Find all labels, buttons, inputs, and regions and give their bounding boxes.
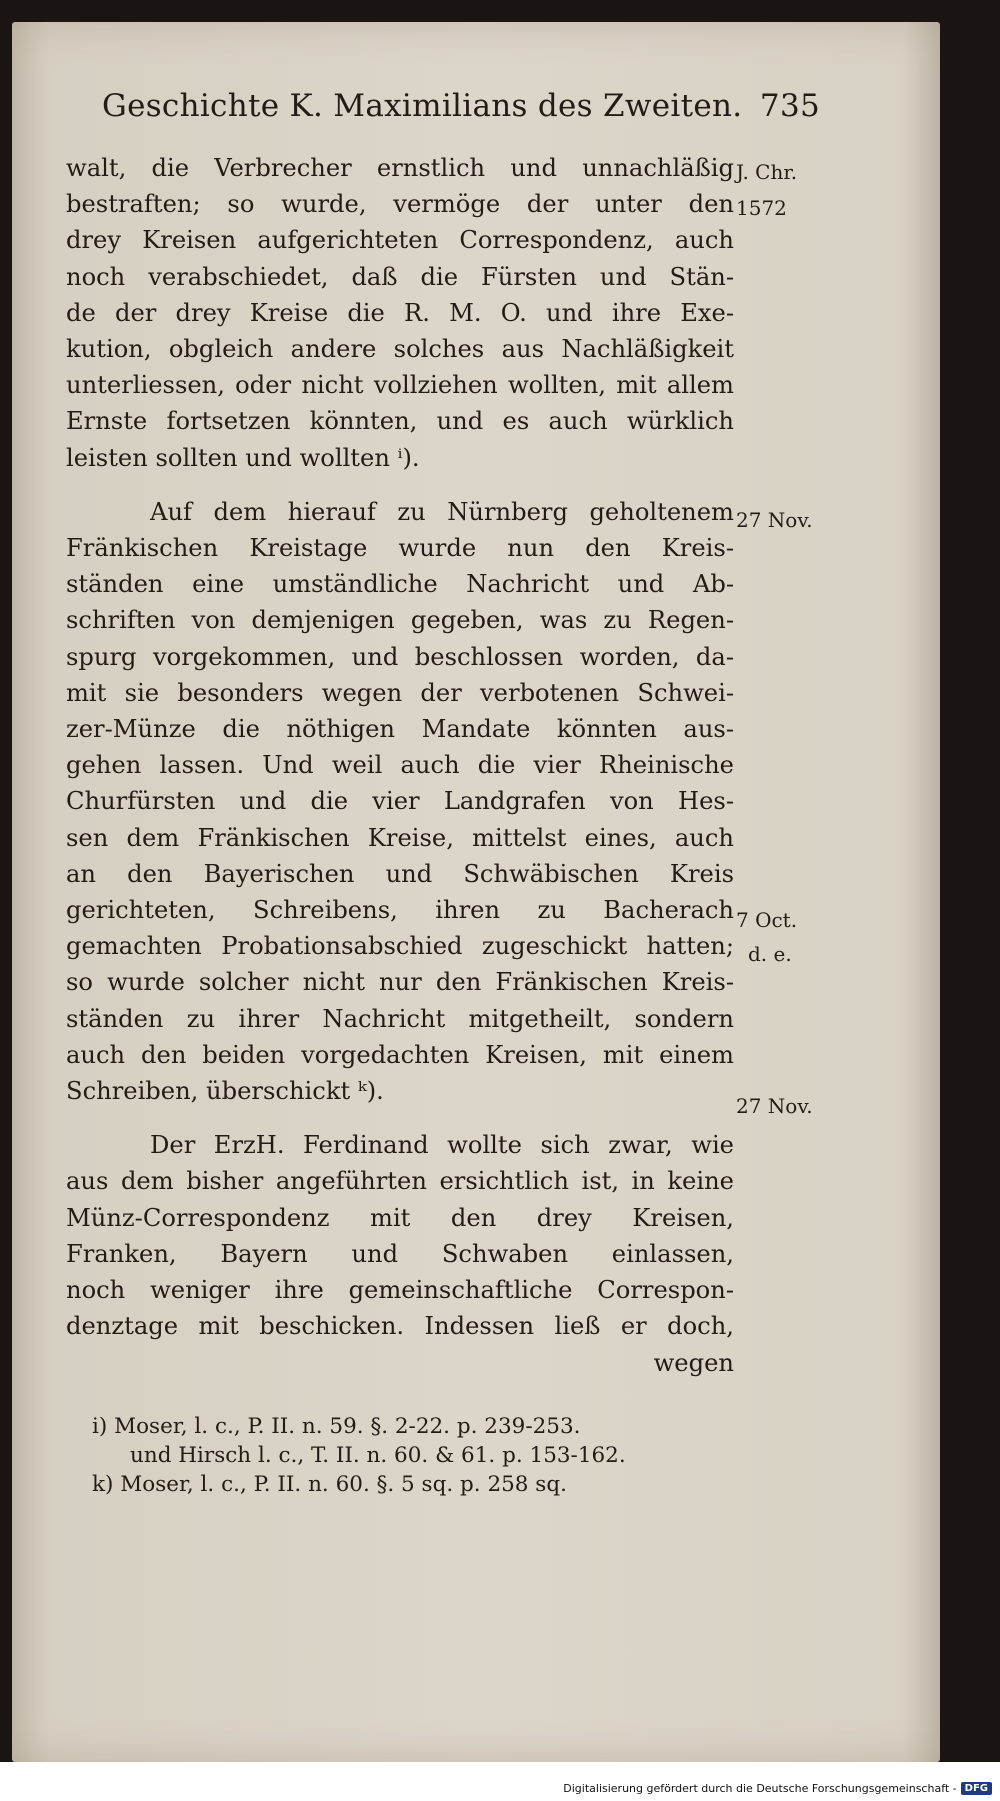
- catchword: wegen: [653, 1348, 734, 1377]
- margin-date: d. e.: [748, 942, 792, 966]
- text-line: noch weniger ihre gemeinschaftliche Correspon-: [66, 1276, 734, 1305]
- text-line: gehen lassen. Und weil auch die vier Rheinische: [66, 751, 734, 780]
- text-line: Schreiben, überschickt ᵏ).: [66, 1077, 384, 1106]
- text-line: an den Bayerischen und Schwäbischen Kreis: [66, 859, 734, 888]
- text-line: gerichteten, Schreibens, ihren zu Bacherach: [66, 896, 734, 925]
- footnote: k) Moser, l. c., P. II. n. 60. §. 5 sq. p. 258 sq.: [92, 1472, 567, 1497]
- text-line: drey Kreisen aufgerichteten Correspondenz, auch: [66, 226, 734, 255]
- margin-date: 7 Oct.: [736, 908, 798, 932]
- credit-text: Digitalisierung gefördert durch die Deutsche Forschungsgemeinschaft -: [563, 1782, 957, 1795]
- text-line: Ernste fortsetzen könnten, und es auch würklich: [66, 407, 734, 436]
- margin-year-label: J. Chr.: [736, 160, 798, 184]
- text-line: schriften von demjenigen gegeben, was zu Regen-: [66, 606, 734, 635]
- footnotes: [92, 1412, 732, 1499]
- paragraph-2: [66, 494, 734, 1109]
- text-line: bestraften; so wurde, vermöge der unter den: [66, 190, 734, 219]
- text-line: de der drey Kreise die R. M. O. und ihre Exe-: [66, 298, 734, 327]
- text-line: Auf dem hierauf zu Nürnberg geholtenem: [150, 497, 734, 526]
- running-title: Geschichte K. Maximilians des Zweiten.: [102, 88, 743, 124]
- text-line: unterliessen, oder nicht vollziehen wollten, mit allem: [66, 371, 734, 400]
- text-line: walt, die Verbrecher ernstlich und unnachläßig: [66, 154, 734, 182]
- paragraph-3: [66, 1127, 734, 1380]
- text-line: auch den beiden vorgedachten Kreisen, mit einem: [66, 1040, 734, 1069]
- main-text: [66, 150, 734, 1381]
- text-line: Fränkischen Kreistage wurde nun den Kreis-: [66, 534, 734, 563]
- footnote: i) Moser, l. c., P. II. n. 59. §. 2-22. p. 239-253.: [92, 1414, 581, 1439]
- text-line: Franken, Bayern und Schwaben einlassen,: [66, 1239, 734, 1268]
- dfg-logo-icon: DFG: [961, 1782, 992, 1795]
- paragraph-1: [66, 150, 734, 476]
- text-line: denztage mit beschicken. Indessen ließ er doch,: [66, 1312, 734, 1341]
- text-line: aus dem bisher angeführten ersichtlich ist, in keine: [66, 1167, 734, 1196]
- text-line: ständen eine umständliche Nachricht und Ab-: [66, 570, 734, 599]
- margin-date: 27 Nov.: [736, 1094, 813, 1118]
- margin-date: 27 Nov.: [736, 508, 813, 532]
- text-line: so wurde solcher nicht nur den Fränkischen Kreis-: [66, 968, 734, 997]
- margin-year: 1572: [736, 196, 787, 220]
- text-line: leisten sollten und wollten ⁱ).: [66, 443, 420, 472]
- page-number: 735: [759, 88, 820, 124]
- text-line: Münz-Correspondenz mit den drey Kreisen,: [66, 1203, 734, 1232]
- text-line: zer-Münze die nöthigen Mandate könnten aus-: [66, 715, 734, 744]
- footnote: und Hirsch l. c., T. II. n. 60. & 61. p. 153-162.: [130, 1443, 626, 1468]
- text-line: mit sie besonders wegen der verbotenen Schwei-: [66, 678, 734, 707]
- running-header: [102, 88, 820, 134]
- text-line: sen dem Fränkischen Kreise, mittelst eines, auch: [66, 823, 734, 852]
- text-line: ständen zu ihrer Nachricht mitgetheilt, sondern: [66, 1004, 734, 1033]
- text-line: Churfürsten und die vier Landgrafen von Hes-: [66, 787, 734, 816]
- text-line: gemachten Probationsabschied zugeschickt hatten;: [66, 932, 734, 961]
- text-line: Der ErzH. Ferdinand wollte sich zwar, wie: [150, 1131, 734, 1160]
- credit-bar: [0, 1762, 1000, 1801]
- text-line: kution, obgleich andere solches aus Nachläßigkeit: [66, 335, 734, 364]
- text-line: spurg vorgekommen, und beschlossen worden, da-: [66, 642, 734, 671]
- credit-line: [563, 1782, 992, 1795]
- text-line: noch verabschiedet, daß die Fürsten und Stän-: [66, 262, 734, 291]
